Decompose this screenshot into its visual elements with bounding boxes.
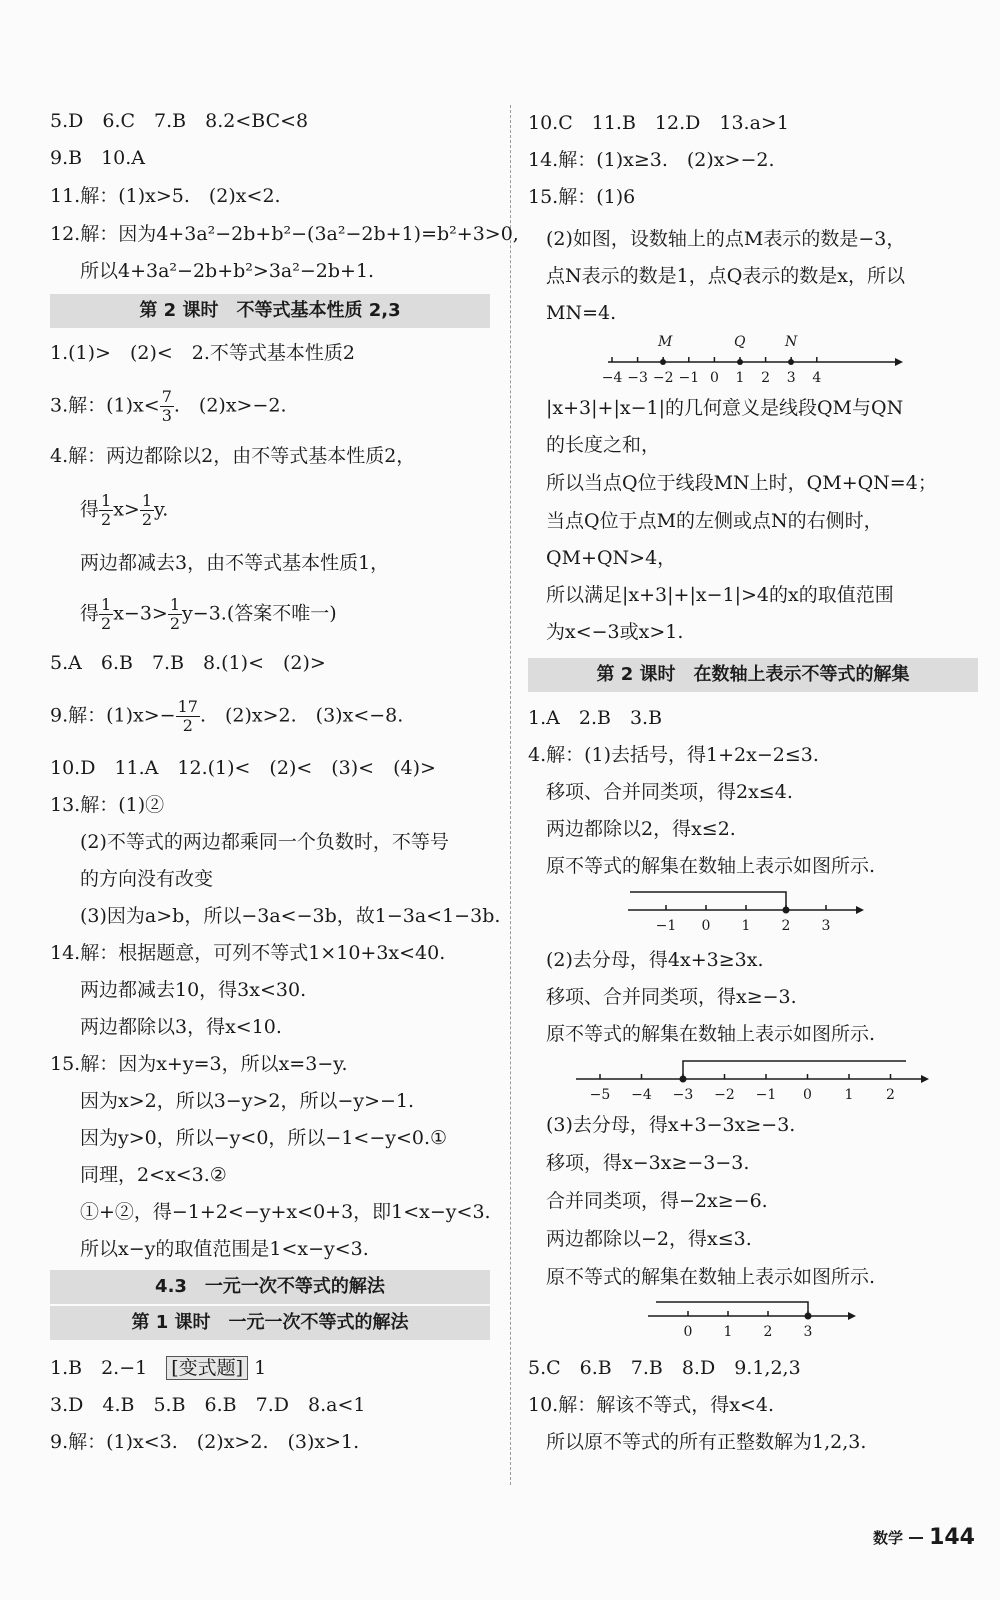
tick-label: 0 [803, 1087, 812, 1103]
answer-line: 移项、合并同类项，得2x≤4. [546, 781, 793, 803]
tick-label: 3 [821, 918, 831, 934]
section-header: 第 2 课时 不等式基本性质 2,3 [50, 294, 490, 328]
answer-line: 因为y>0，所以−y<0，所以−1<−y<0.① [80, 1127, 448, 1149]
tick-label: 3 [803, 1324, 813, 1340]
fraction [160, 388, 174, 425]
answer-line: 同理，2<x<3.② [80, 1164, 227, 1186]
answer-line: 14.解：根据题意，可列不等式1×10+3x<40. [50, 942, 446, 964]
answer-line: MN=4. [546, 302, 617, 324]
fraction [168, 596, 182, 633]
tick-label: −1 [755, 1087, 777, 1103]
answer-line: 15.解：因为x+y=3，所以x=3−y. [50, 1053, 348, 1075]
answer-line: 合并同类项，得−2x≥−6. [546, 1190, 768, 1212]
subject-label: 数学 [873, 1529, 904, 1547]
fraction [140, 492, 154, 529]
tick-label: 1 [723, 1324, 733, 1340]
answer-line: 10.C 11.B 12.D 13.a>1 [528, 112, 789, 134]
answer-line: 1.A 2.B 3.B [528, 707, 663, 729]
tick-label: −5 [589, 1087, 611, 1103]
answer-line: 9.B 10.A [50, 147, 146, 169]
tick-label: −3 [627, 370, 648, 386]
number-line-x-le-3 [648, 1294, 868, 1353]
answer-line: (3)去分母，得x+3−3x≥−3. [546, 1114, 796, 1136]
fraction [99, 492, 113, 529]
text: x−3> [113, 602, 168, 625]
tick-label: 0 [683, 1324, 693, 1340]
text: y−3.(答案不唯一) [182, 602, 337, 625]
tick-label: 1 [844, 1087, 854, 1103]
tick-label: −4 [631, 1087, 652, 1103]
answer-line: 所以x−y的取值范围是1<x−y<3. [80, 1238, 369, 1260]
tick-label: 2 [761, 370, 771, 386]
fraction [99, 596, 113, 633]
answer-line: 因为x>2，所以3−y>2，所以−y>−1. [80, 1090, 415, 1112]
text: 得 [80, 498, 100, 521]
answer-line: 两边都除以3，得x<10. [80, 1016, 282, 1038]
answer-line: 5.A 6.B 7.B 8.(1)< (2)> [50, 652, 326, 674]
fraction-denominator: 2 [182, 716, 193, 735]
section-header: 第 2 课时 在数轴上表示不等式的解集 [528, 658, 978, 692]
number-line-x-ge-minus3 [576, 1053, 936, 1117]
page-number: 144 [929, 1525, 975, 1550]
fraction-numerator: 1 [101, 491, 112, 510]
answer-line: 所以当点Q位于线段MN上时，QM+QN=4； [546, 472, 937, 494]
fraction-denominator: 2 [101, 510, 112, 529]
tick-label: 2 [763, 1324, 773, 1340]
answer-line: (2)不等式的两边都乘同一个负数时，不等号 [80, 831, 449, 853]
answer-line: 4.解：(1)去括号，得1+2x−2≤3. [528, 744, 819, 766]
tick-label: −2 [652, 370, 674, 386]
tick-label: 4 [812, 370, 822, 386]
answer-line: 移项，得x−3x≥−3−3. [546, 1152, 750, 1174]
section-header: 第 1 课时 一元一次不等式的解法 [50, 1306, 490, 1340]
fraction [176, 698, 200, 735]
variant-tag: [变式题] [166, 1356, 248, 1380]
tick-label: 0 [701, 918, 711, 934]
answer-line: 15.解：(1)6 [528, 186, 636, 208]
answer-line: 10.D 11.A 12.(1)< (2)< (3)< (4)> [50, 757, 436, 779]
answer-line: 14.解：(1)x≥3. (2)x>−2. [528, 149, 775, 171]
tick-label: −1 [655, 918, 677, 934]
answer-line: (3)因为a>b，所以−3a<−3b，故1−3a<1−3b. [80, 905, 501, 927]
q3-prefix: 3.解：(1)x< [50, 394, 160, 417]
answer-line: (2)去分母，得4x+3≥3x. [546, 949, 764, 971]
answer-line: 点N表示的数是1，点Q表示的数是x，所以 [546, 265, 906, 287]
footer-dash [909, 1537, 923, 1539]
tick-label: 2 [886, 1087, 895, 1103]
answer-line: 的长度之和， [546, 434, 661, 456]
tick-label: 1 [741, 918, 751, 934]
text: 1.B 2.−1 [50, 1357, 167, 1379]
text: y. [154, 498, 169, 521]
answer-line: 所以原不等式的所有正整数解为1,2,3. [546, 1431, 867, 1453]
fraction-numerator: 1 [141, 491, 153, 510]
answer-line: 两边都减去3，由不等式基本性质1， [80, 552, 390, 574]
answer-line: 4.解：两边都除以2，由不等式基本性质2， [50, 445, 416, 467]
tick-label: 2 [781, 918, 791, 934]
answer-line: 原不等式的解集在数轴上表示如图所示. [546, 855, 876, 877]
answer-line: 12.解：因为4+3a²−2b+b²−(3a²−2b+1)=b²+3>0, [50, 223, 519, 245]
answer-line-3 [50, 388, 287, 425]
answer-line: 两边都除以2，得x≤2. [546, 818, 736, 840]
tick-label: −3 [672, 1087, 694, 1103]
answer-line: 两边都除以−2，得x≤3. [546, 1228, 752, 1250]
answer-line-1b [50, 1355, 266, 1381]
answer-line: 13.解：(1)② [50, 794, 165, 816]
text: x> [113, 498, 140, 521]
fraction-denominator: 3 [161, 406, 172, 425]
answer-line: 为x<−3或x>1. [546, 621, 684, 643]
tick-label: 3 [786, 370, 796, 386]
text: 得 [80, 602, 100, 625]
text: . (2)x>2. (3)x<−8. [199, 704, 404, 727]
tick-label: 0 [709, 370, 719, 386]
answer-line: 原不等式的解集在数轴上表示如图所示. [546, 1266, 876, 1288]
answer-line: 所以4+3a²−2b+b²>3a²−2b+1. [80, 260, 375, 282]
answer-line: 11.解：(1)x>5. (2)x<2. [50, 185, 281, 207]
column-divider [510, 105, 511, 1485]
point-label-m: M [658, 334, 673, 350]
answer-line: 所以满足|x+3|+|x−1|>4的x的取值范围 [546, 584, 894, 606]
answer-line-4b [50, 492, 168, 529]
answer-line: QM+QN>4， [546, 547, 677, 569]
text: 1 [248, 1357, 267, 1379]
answer-line: 移项、合并同类项，得x≥−3. [546, 986, 797, 1008]
tick-label: −1 [678, 370, 700, 386]
fraction-numerator: 17 [177, 697, 198, 716]
answer-line: 的方向没有改变 [80, 868, 214, 890]
fraction-numerator: 1 [101, 595, 112, 614]
answer-line: 5.C 6.B 7.B 8.D 9.1,2,3 [528, 1357, 801, 1379]
answer-line-9 [50, 698, 403, 735]
page-footer [873, 1525, 975, 1550]
tick-label: −2 [714, 1087, 735, 1103]
answer-line: 1.(1)> (2)< 2.不等式基本性质2 [50, 342, 356, 364]
point-label-q: Q [734, 334, 746, 350]
answer-line: 原不等式的解集在数轴上表示如图所示. [546, 1023, 876, 1045]
answer-line: 9.解：(1)x<3. (2)x>2. (3)x>1. [50, 1431, 360, 1453]
fraction-denominator: 2 [169, 614, 181, 633]
tick-label: 1 [735, 370, 745, 386]
number-line-mqn [603, 328, 913, 392]
fraction-denominator: 2 [141, 510, 153, 529]
fraction-numerator: 7 [161, 387, 172, 406]
answer-line: 10.解：解该不等式，得x<4. [528, 1394, 774, 1416]
answer-line: (2)如图，设数轴上的点M表示的数是−3， [546, 228, 906, 250]
answer-line-4d [50, 596, 337, 633]
answer-line: 5.D 6.C 7.B 8.2<BC<8 [50, 110, 309, 132]
number-line-x-le-2 [628, 880, 868, 944]
answer-line: 3.D 4.B 5.B 6.B 7.D 8.a<1 [50, 1394, 366, 1416]
answer-line: 两边都减去10，得3x<30. [80, 979, 307, 1001]
answer-line: |x+3|+|x−1|的几何意义是线段QM与QN [546, 397, 904, 419]
answer-line: ①+②，得−1+2<−y+x<0+3，即1<x−y<3. [80, 1201, 491, 1223]
text: 9.解：(1)x>− [50, 704, 176, 727]
tick-label: −4 [603, 370, 623, 386]
answer-line: 当点Q位于点M的左侧或点N的右侧时， [546, 510, 883, 532]
section-header: 4.3 一元一次不等式的解法 [50, 1270, 490, 1304]
point-label-n: N [785, 334, 798, 350]
fraction-numerator: 1 [169, 595, 181, 614]
q3-suffix: . (2)x>−2. [173, 394, 287, 417]
fraction-denominator: 2 [101, 614, 112, 633]
